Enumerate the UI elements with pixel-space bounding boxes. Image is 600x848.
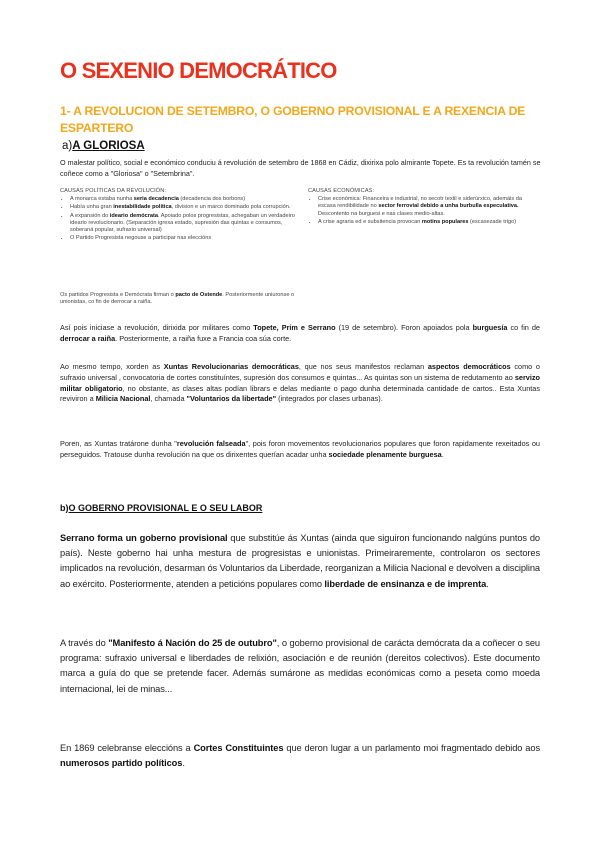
list-item: • Crise económica: Financeira e industrial, no secotr textil e siderúrxico, ademáis da escasa rendibilidade no sector ferrovial debido a unha burbulla especulativa. Descontento na burguesi e nas clases medio-altas. — [318, 196, 540, 218]
subsection-title: A GLORIOSA — [72, 140, 145, 152]
paragraph-goberno-provisional: Serrano forma un goberno provisional que substitúe ás Xuntas (ainda que siguiron funcionando nalgúns puntos do país). Neste goberno hai unha mestura de progresistas e unionistas. Primeiraremente, controlaron os sectores implicados na revolución, desarman ós Voluntarios da Liberdade, reorganizan a Milicia Nacional e devolven a disciplina ao exército. Posteriormente, atenden a peticións populares como liberdade de ensinanza e de imprenta. — [60, 533, 540, 589]
political-causes-title: CAUSAS POLÍTICAS DA REVOLUCIÓN: — [60, 188, 166, 194]
list-item: • O Partido Progresista negouse a participar nas eleccións — [70, 235, 298, 242]
list-item: • Había unha gran inestabilidade política, division e un marco dominado pola corrupción. — [70, 204, 298, 211]
paragraph-xuntas: Ao mesmo tempo, xorden as Xuntas Revolucionarias democráticas, que nos seus manifestos reclaman aspectos democráticos como o sufraxio universal , convocatoria de cortes constituíntes, supresión dos consumos e quintas... As quintas son un sistema de redutamento ao servizo militar obligatorio, no obstante, as clases altas podían librars e delas mediante o pago dunha determinada cantidade de cartos.. Esta Xuntas reviviron a Milicia Nacional, chamada "Voluntarios da libertade" (integrados por clases urbanas). — [60, 362, 540, 404]
subsection-title: O GOBERNO PROVISIONAL E O SEU LABOR — [68, 503, 263, 513]
list-item: • A crise agraria ed e subsitencia provocan motins populares (escasezade trigo) — [318, 219, 540, 226]
economic-causes-list — [308, 196, 540, 226]
political-causes-box — [60, 188, 298, 243]
intro-paragraph: O malestar político, social e económico conduciu á revolución de setembro de 1868 en Cádiz, dixirixa polo almirante Topete. Es ta revolución tamén se coñece como a "Gloriosa" o "Setembrina". — [60, 158, 541, 178]
economic-causes-box — [308, 188, 540, 227]
section-heading-1: 1- A REVOLUCION DE SETEMBRO, O GOBERNO PROVISIONAL E A REXENCIA DE ESPARTERO — [60, 104, 526, 135]
paragraph-revolucion-falseada: Poren, as Xuntas tratárone dunha "revolución falseada", pois foron movementos revolucionarios populares que foron rapidamente rexeitados ou perseguidos. Tratouse dunha revolución na que os dirixentes querían acadar unha sociedade plenamente burguesa. — [60, 439, 540, 459]
paragraph-manifesto: A través do "Manifesto á Nación do 25 de outubro", o goberno provisional de carácta demócrata da a coñecer o seu programa: sufraxio universal e liberdades de relixión, asociación e de reunión (dereitos colectivos). Este documento marca a guía do que se pretende facer. Además sumárone as medidas económicas como a peseta como moeda internacional, lei de minas... — [60, 638, 540, 694]
political-causes-list — [60, 196, 298, 242]
paragraph-revolution: Así pois iniciase a revolución, dirixida por militares como Topete, Prim e Serrano (19 de setembro). Foron apoiados pola burguesía co fin de derrocar a raiña. Posteriormente, a raiña fuxe a Francia coa súa corte. — [60, 323, 540, 343]
list-item: • A expansión do ideario demócrata. Apoiado polos progresistas, achegaban un verdadeiro ideario revolucionario. (Separación igrexa estado, supresión das quintas e consumos, soberaná popular, sufraxio universal) — [70, 213, 298, 235]
document-title: O SEXENIO DEMOCRÁTICO — [60, 58, 337, 83]
subsection-letter: a) — [62, 140, 73, 152]
subsection-heading-a — [62, 140, 145, 152]
subsection-heading-b — [60, 503, 262, 513]
list-item: • A monarca estaba nunha seria decadencia (decadencia dos borbons) — [70, 196, 298, 203]
economic-causes-title: CAUSAS ECONÓMICAS: — [308, 188, 375, 194]
ostende-note: Os partidos Progresista e Demócrata firman o pacto de Ostende. Posteriormente uniuronse o unionistas, co fin de derrocar a raiña. — [60, 292, 295, 306]
paragraph-cortes: En 1869 celebranse eleccións a Cortes Constituintes que deron lugar a un parlamento moi fragmentado debido aos numerosos partido políticos. — [60, 743, 540, 769]
subsection-letter: b) — [60, 503, 69, 513]
